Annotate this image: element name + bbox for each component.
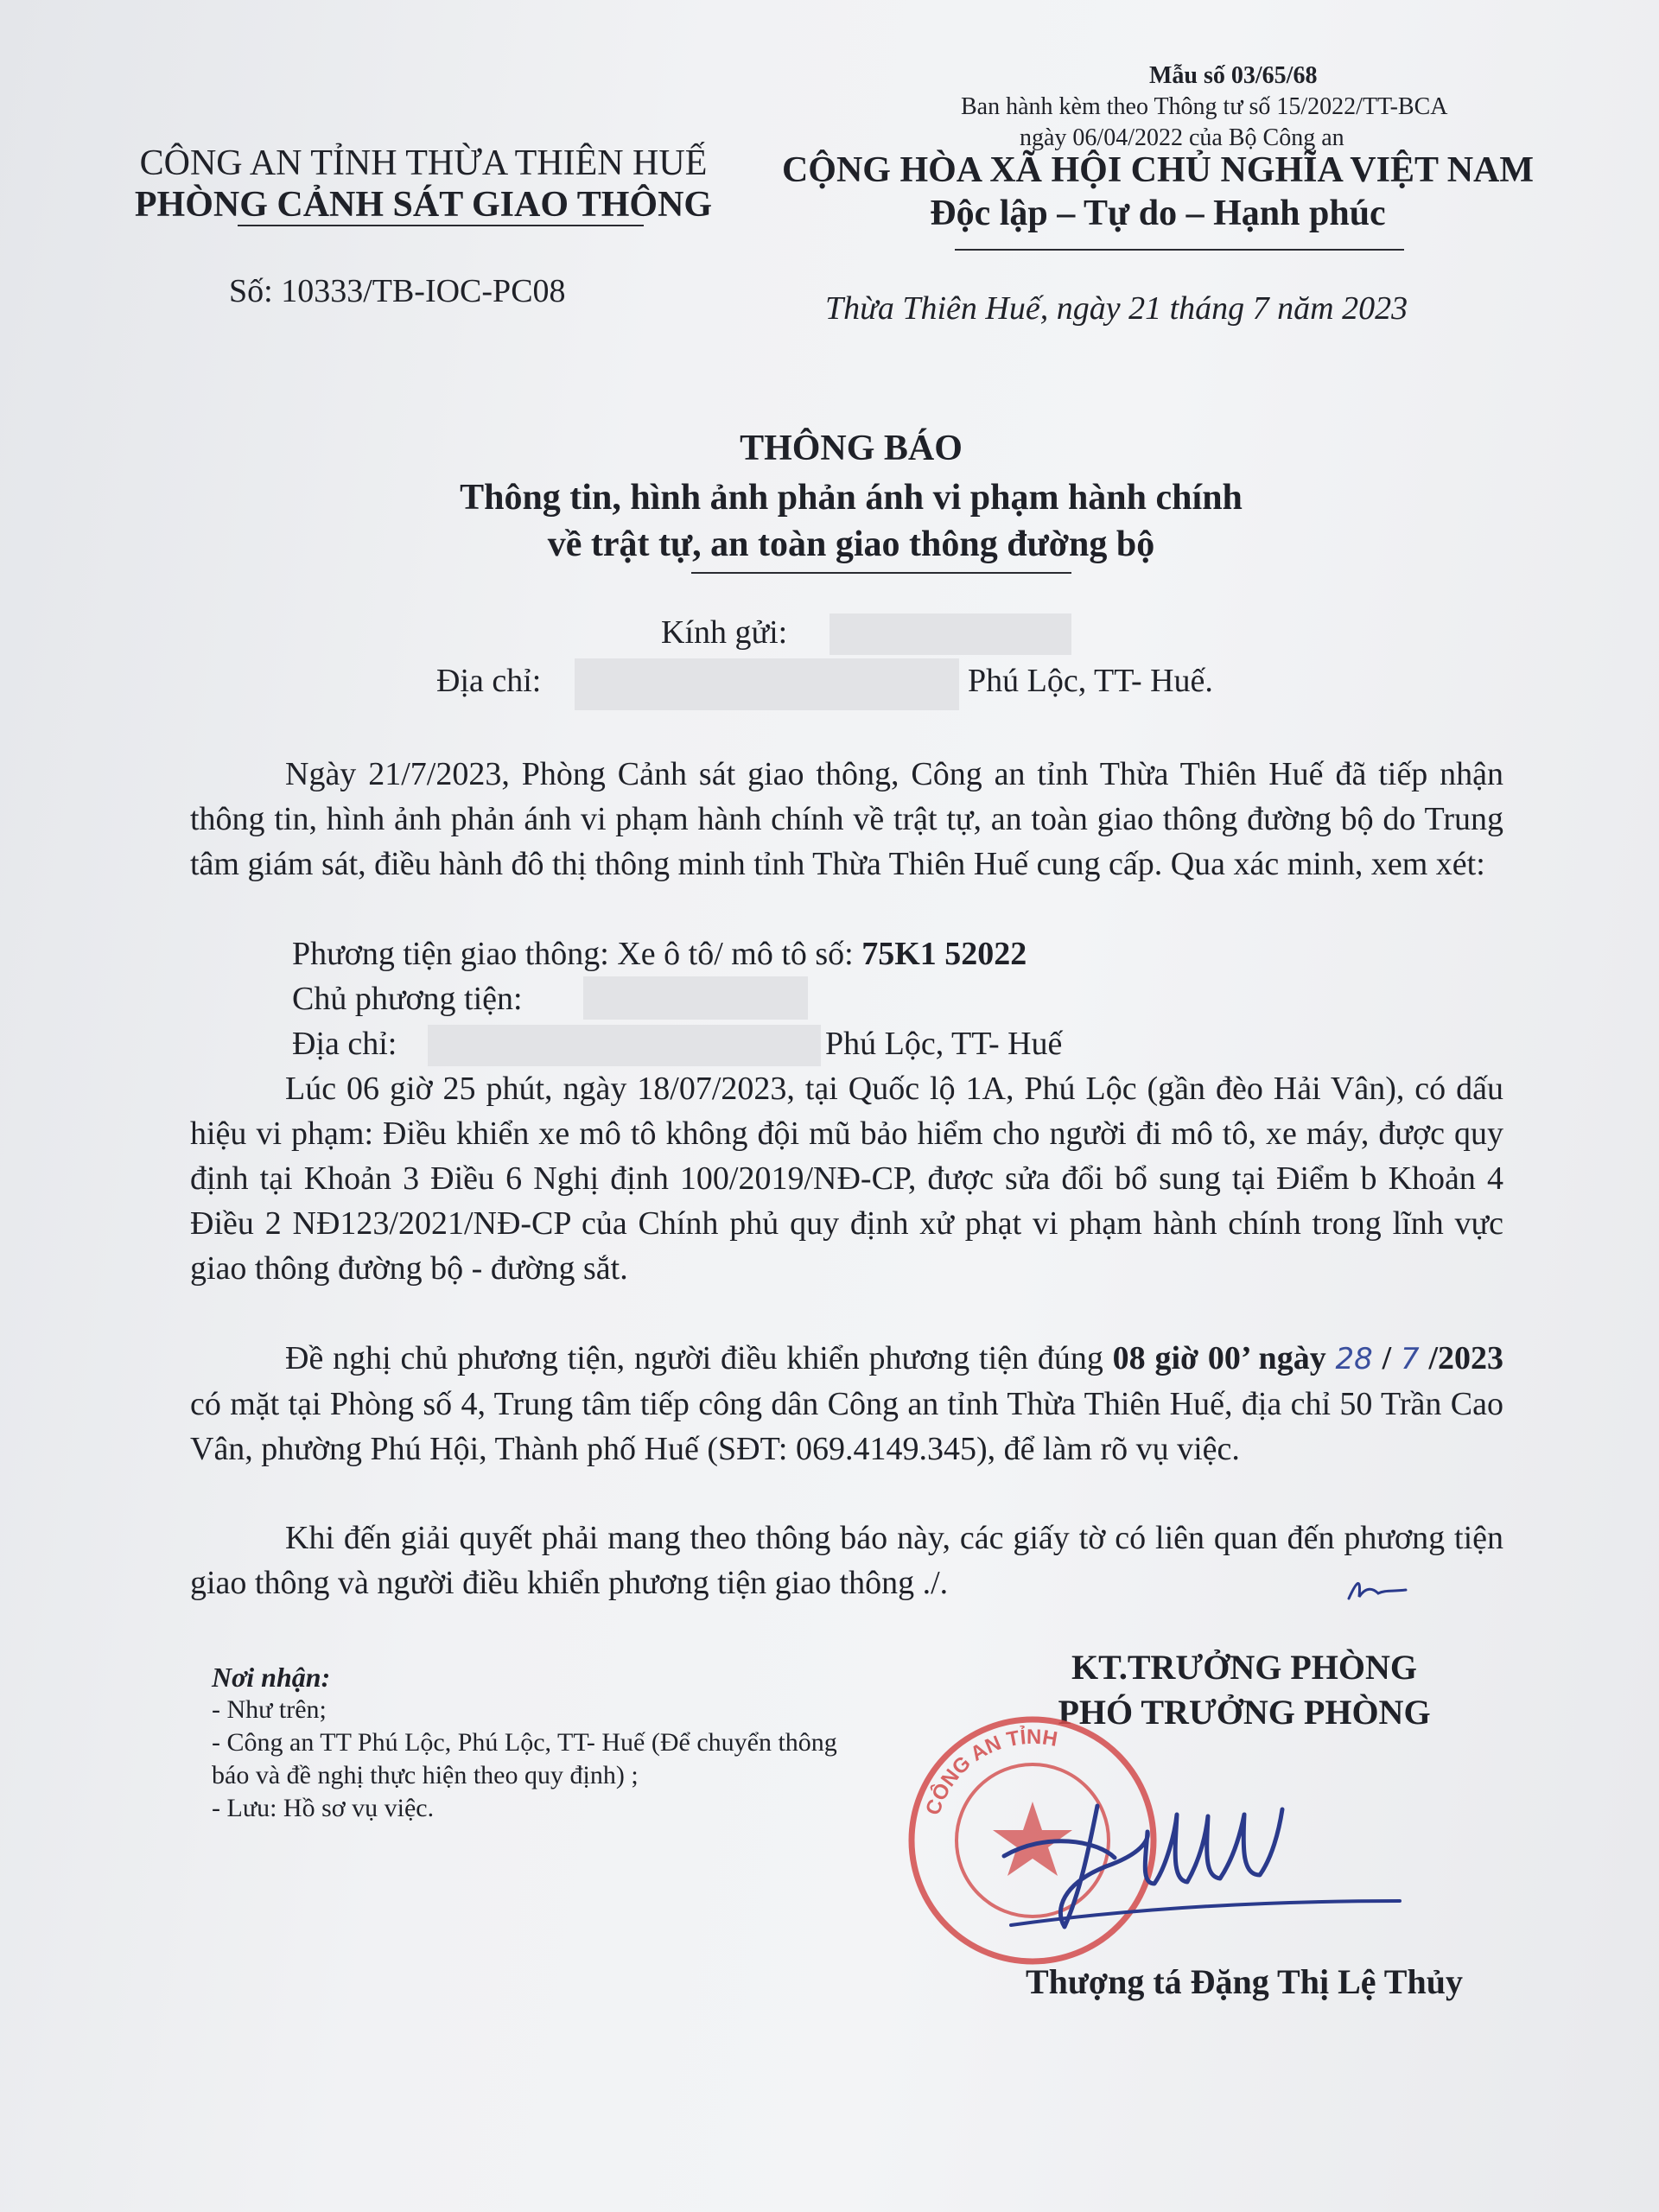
owner-address-label: Địa chỉ: xyxy=(292,1026,397,1062)
form-issued-line-2: ngày 06/04/2022 của Bộ Công an xyxy=(1020,124,1344,151)
license-plate: 75K1 52022 xyxy=(861,936,1027,972)
paragraph-documents: Khi đến giải quyết phải mang theo thông báo này, các giấy tờ có liên quan đến phương tiện giao thông và người điều khiển phương tiện giao thông ./. xyxy=(190,1520,1503,1601)
recipients-block xyxy=(212,1661,851,1825)
summons-text-b: có mặt tại Phòng số 4, Trung tâm tiếp công dân Công an tỉnh Thừa Thiên Huế, địa chỉ 50 Trần Cao Vân, phường Phú Hội, Thành phố Huế (SĐT: 069.4149.345), để làm rõ vụ việc. xyxy=(190,1386,1503,1467)
agency-header xyxy=(121,143,726,226)
initials-mark xyxy=(1344,1573,1413,1607)
paragraph-violation: Lúc 06 giờ 25 phút, ngày 18/07/2023, tại Quốc lộ 1A, Phú Lộc (gần đèo Hải Vân), có dấu hiệu vi phạm: Điều khiển xe mô tô không đội mũ bảo hiểm cho người đi mô tô, xe máy, được quy định tại Khoản 3 Điều 6 Nghị định 100/2019/NĐ-CP, được sửa đổi bổ sung tại Điểm b Khoản 4 Điều 2 NĐ123/2021/NĐ-CP của Chính phủ quy định xử phạt vi phạm hành chính trong lĩnh vực giao thông đường bộ - đường sắt. xyxy=(190,1071,1503,1287)
vehicle-line xyxy=(292,931,1027,976)
owner-label: Chủ phương tiện: xyxy=(292,981,523,1017)
redacted-owner-address xyxy=(428,1025,821,1066)
title-underline xyxy=(691,572,1071,574)
signature-scribble xyxy=(994,1780,1408,1944)
summons-year: /2023 xyxy=(1419,1340,1504,1376)
motto-underline xyxy=(955,249,1404,251)
nation-motto: Độc lập – Tự do – Hạnh phúc xyxy=(930,194,1386,233)
nation-header xyxy=(760,149,1555,235)
vehicle-label: Phương tiện giao thông: Xe ô tô/ mô tô số: xyxy=(292,936,862,972)
paragraph-receipt: Ngày 21/7/2023, Phòng Cảnh sát giao thông, Công an tỉnh Thừa Thiên Huế đã tiếp nhận thông tin, hình ảnh phản ánh vi phạm hành chính về trật tự, an toàn giao thông đường bộ do Trung tâm giám sát, điều hành đô thị thông minh tỉnh Thừa Thiên Huế cung cấp. Qua xác minh, xem xét: xyxy=(190,756,1503,882)
stamp-text: CÔNG AN TỈNH xyxy=(921,1725,1059,1819)
redacted-recipient-address xyxy=(575,658,959,710)
date-separator: / xyxy=(1372,1340,1401,1376)
nation-title: CỘNG HÒA XÃ HỘI CHỦ NGHĨA VIỆT NAM xyxy=(781,150,1535,190)
place-date: Thừa Thiên Huế, ngày 21 tháng 7 năm 2023 xyxy=(825,290,1408,327)
signature-title-1: KT.TRƯỞNG PHÒNG xyxy=(1071,1648,1417,1687)
handwritten-day: 28 xyxy=(1335,1342,1373,1376)
doc-subtitle-1: Thông tin, hình ảnh phản ánh vi phạm hành chính xyxy=(460,478,1243,518)
agency-line-2: PHÒNG CẢNH SÁT GIAO THÔNG xyxy=(134,185,713,225)
summons-text-a: Đề nghị chủ phương tiện, người điều khiển phương tiện đúng xyxy=(285,1340,1113,1376)
address-suffix: Phú Lộc, TT- Huế. xyxy=(968,663,1213,699)
address-label: Địa chỉ: xyxy=(436,663,542,699)
signer-name: Thượng tá Đặng Thị Lệ Thủy xyxy=(1026,1962,1463,2001)
form-issued-line-1: Ban hành kèm theo Thông tư số 15/2022/TT-BCA xyxy=(961,93,1448,120)
recipient-item: - Lưu: Hồ sơ vụ việc. xyxy=(212,1794,435,1822)
form-number: Mẫu số 03/65/68 xyxy=(1149,62,1318,89)
to-label: Kính gửi: xyxy=(661,614,788,651)
reference-number: Số: 10333/TB-IOC-PC08 xyxy=(229,273,566,309)
paragraph-summons xyxy=(190,1336,1503,1471)
recipients-title: Nơi nhận: xyxy=(212,1662,331,1693)
owner-address-suffix: Phú Lộc, TT- Huế xyxy=(825,1026,1063,1062)
recipient-item: - Công an TT Phú Lộc, Phú Lộc, TT- Huế (Để chuyển thông báo và đề nghị thực hiện theo quy định) ; xyxy=(212,1728,837,1789)
agency-underline xyxy=(238,225,644,226)
agency-line-1: CÔNG AN TỈNH THỪA THIÊN HUẾ xyxy=(139,143,708,183)
recipient-item: - Như trên; xyxy=(212,1695,327,1724)
handwritten-month: 7 xyxy=(1400,1342,1420,1376)
redacted-owner-name xyxy=(583,976,808,1020)
redacted-recipient-name xyxy=(830,613,1071,655)
signature-title-2: PHÓ TRƯỞNG PHÒNG xyxy=(1058,1693,1431,1732)
doc-subtitle-2: về trật tự, an toàn giao thông đường bộ xyxy=(547,524,1155,564)
doc-title: THÔNG BÁO xyxy=(740,429,963,468)
summons-time: 08 giờ 00’ ngày xyxy=(1112,1340,1336,1376)
